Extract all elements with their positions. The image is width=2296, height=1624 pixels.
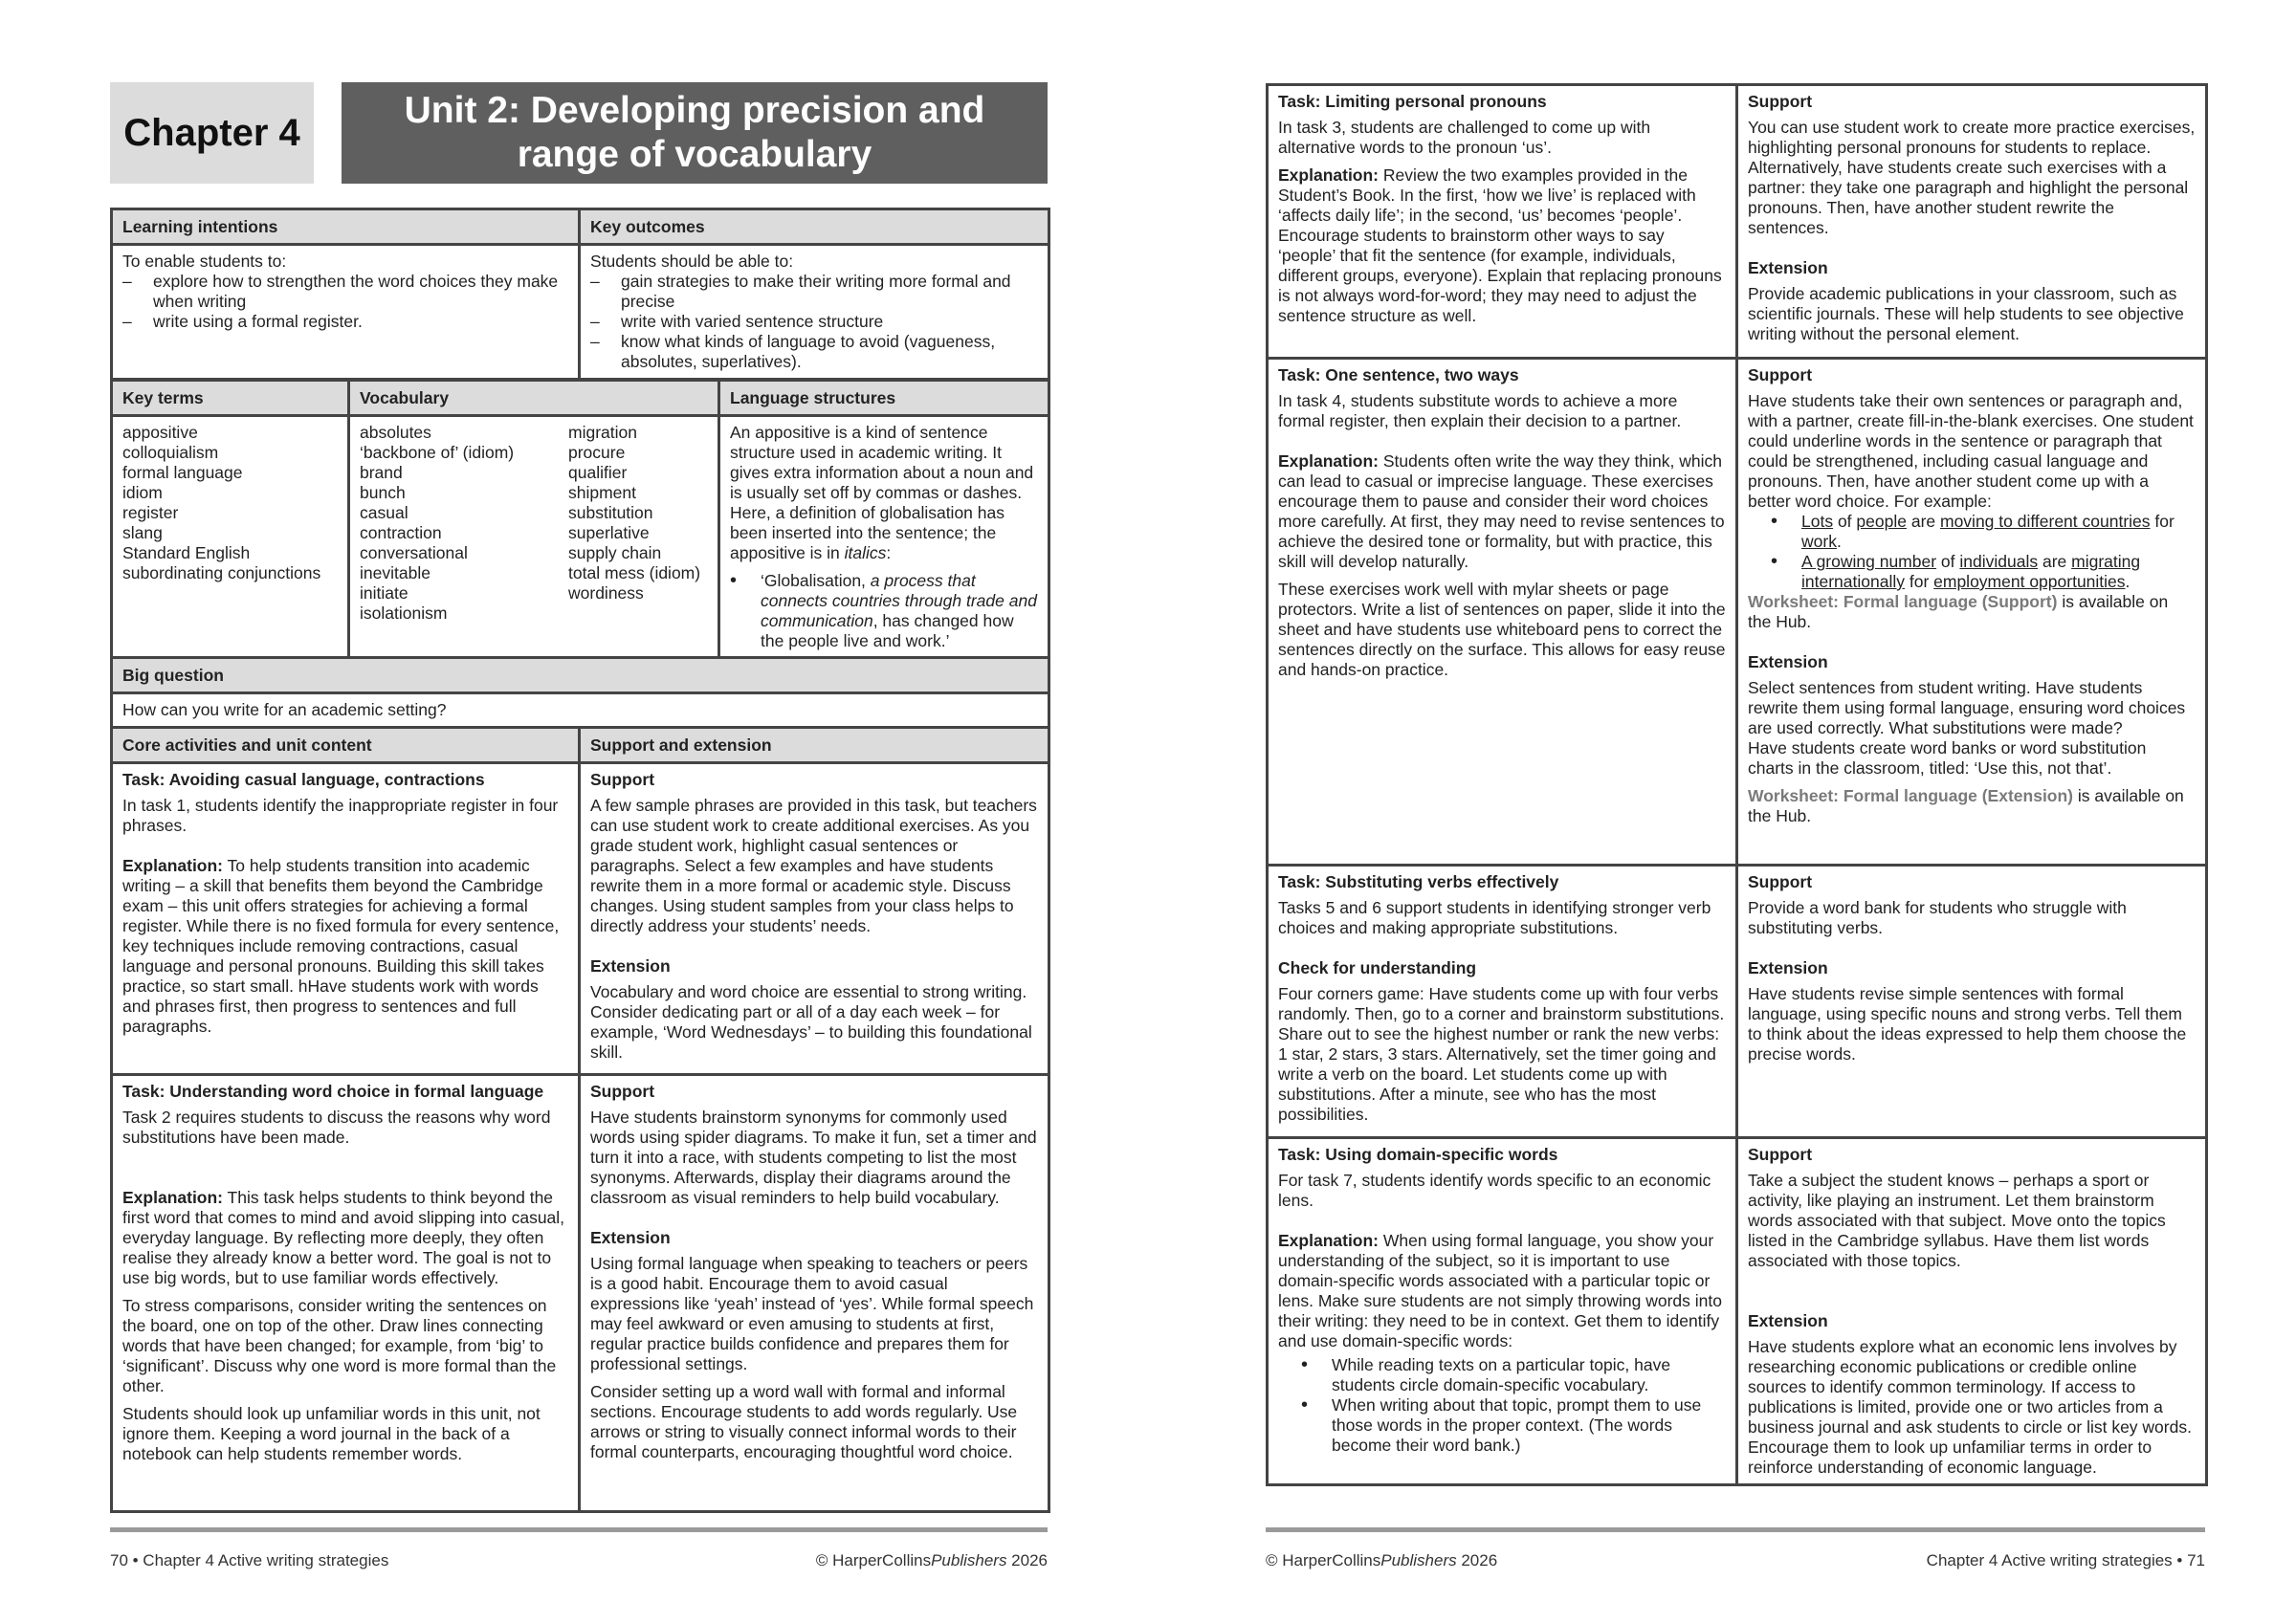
extension-label: Extension xyxy=(590,956,671,976)
support-label: Support xyxy=(1748,1145,1813,1164)
key-term: register xyxy=(122,503,179,522)
language-structures-text: An appositive is a kind of sentence structure used in academic writing. It gives extra information about a noun and is usually set off by commas or dashes. Here, a definition of globalisation has been inserted into the sentence; the appositive is in italics: xyxy=(730,423,1034,562)
support-cell xyxy=(1737,866,2207,1138)
learning-intentions-heading: Learning intentions xyxy=(112,209,580,245)
key-outcome-item: – know what kinds of language to avoid (vagueness, absolutes, superlatives). xyxy=(590,332,1038,372)
support-label: Support xyxy=(1748,365,1813,384)
bullet-item: • While reading texts on a particular topic, have students circle domain-specific vocabulary. xyxy=(1278,1355,1726,1395)
task-cell xyxy=(112,763,580,1075)
task-cell xyxy=(112,1075,580,1512)
extension-text: Have students revise simple sentences with formal language, using specific nouns and strong verbs. Tell them to think about the ideas expressed to help them choose the precise words. xyxy=(1748,984,2187,1064)
task-paragraph: Students should look up unfamiliar words in this unit, not ignore them. Keeping a word journal in the back of a notebook can help students remember words. xyxy=(122,1404,541,1463)
extension-text: Provide academic publications in your classroom, such as scientific journals. These will help students to see objective writing without the personal element. xyxy=(1748,284,2184,343)
support-text: Provide a word bank for students who struggle with substituting verbs. xyxy=(1748,898,2127,937)
support-text: Have students brainstorm synonyms for commonly used words using spider diagrams. To make it fun, set a timer and turn it into a race, with students competing to list the most synonyms. Afterwards, display their diagrams around the classroom as visual reminders to help build vocabulary. xyxy=(590,1108,1037,1207)
extension-text: Consider setting up a word wall with formal and informal sections. Encourage students to add words regularly. Use arrows or string to visually connect informal words to their formal counterparts, encouraging thoughtful word choice. xyxy=(590,1382,1018,1461)
vocab-word: migration xyxy=(568,423,637,442)
extension-text: Have students create word banks or word substitution charts in the classroom, titled: ‘Use this, not that’. xyxy=(1748,738,2147,778)
check-for-understanding-label: Check for understanding xyxy=(1278,958,1477,977)
vocab-word: contraction xyxy=(360,523,442,542)
chapter-label: Chapter 4 xyxy=(110,82,314,184)
vocab-word: bunch xyxy=(360,483,406,502)
vocabulary-cell xyxy=(349,416,719,659)
key-outcome-item: – write with varied sentence structure xyxy=(590,312,1038,332)
key-outcome-item: – gain strategies to make their writing more formal and precise xyxy=(590,272,1038,312)
big-question-text: How can you write for an academic setting? xyxy=(112,693,1049,728)
support-label: Support xyxy=(1748,92,1813,111)
task-explanation: Explanation: Review the two examples provided in the Student’s Book. In the first, ‘how we live’ is replaced with ‘affects daily life’; in the second, ‘us’ becomes ‘people’. Encourage students to brainstorm other ways to say ‘people’ that fit the sentence (for example, individuals, different groups, everyone). Explain that replacing pronouns is not always word-for-word; they may need to adjust the sentence structure as well. xyxy=(1278,165,1722,325)
task-cell xyxy=(1268,1138,1737,1485)
activities-table xyxy=(110,656,1050,1513)
task-intro: In task 4, students substitute words to achieve a more formal register, then explain their decision to a partner. xyxy=(1278,391,1682,430)
support-cell xyxy=(1737,1138,2207,1485)
vocabulary-heading: Vocabulary xyxy=(349,381,719,416)
key-terms-cell xyxy=(112,416,349,659)
key-term: appositive xyxy=(122,423,198,442)
extension-label: Extension xyxy=(1748,958,1828,977)
core-activities-heading: Core activities and unit content xyxy=(112,728,580,763)
vocab-word: initiate xyxy=(360,583,408,603)
task-title: Task: Understanding word choice in formal language xyxy=(122,1082,544,1101)
worksheet-link[interactable]: Worksheet: Formal language (Extension) is available on the Hub. xyxy=(1748,786,2184,825)
footer-divider xyxy=(110,1527,1048,1532)
bullet-item: • When writing about that topic, prompt them to use those words in the proper context. (The words become their word bank.) xyxy=(1278,1395,1726,1456)
task-explanation: Explanation: To help students transition into academic writing – a skill that benefits them beyond the Cambridge exam – this unit offers strategies for achieving a formal register. While there is no fixed formula for every sentence, key techniques include removing contractions, casual language and personal pronouns. Building this skill takes practice, so start small. hHave students work with words and phrases first, then progress to sentences and full paragraphs. xyxy=(122,856,560,1036)
vocab-word: shipment xyxy=(568,483,637,502)
support-text: A few sample phrases are provided in this task, but teachers can use student work to create additional exercises. As you grade student work, highlight casual sentences or paragraphs. Select a few examples and have students rewrite them in a more formal or academic style. Discuss changes. Using student samples from your class helps to directly address your students’ needs. xyxy=(590,796,1037,935)
vocab-word: conversational xyxy=(360,543,468,562)
footer-copyright: © HarperCollinsPublishers 2026 xyxy=(815,1551,1048,1569)
extension-text: Using formal language when speaking to teachers or peers is a good habit. Encourage them to avoid casual expressions like ‘yeah’ instead of ‘yes’. While formal speech may feel awkward or even amusing to students at first, regular practice builds confidence and prepares them for professional settings. xyxy=(590,1254,1034,1373)
vocab-word: wordiness xyxy=(568,583,644,603)
right-page xyxy=(1148,0,2296,1624)
vocab-word: isolationism xyxy=(360,604,448,623)
task-paragraph: To stress comparisons, consider writing the sentences on the board, one on top of the other. Draw lines connecting words that have been changed; for example, from ‘big’ to ‘significant’. Discuss why one word is more formal than the other. xyxy=(122,1296,557,1395)
task-intro: Task 2 requires students to discuss the reasons why word substitutions have been made. xyxy=(122,1108,551,1147)
support-cell xyxy=(1737,85,2207,359)
extension-label: Extension xyxy=(1748,258,1828,277)
learning-intentions-intro: To enable students to: xyxy=(122,252,287,271)
support-cell xyxy=(580,763,1049,1075)
support-label: Support xyxy=(590,1082,655,1101)
extension-label: Extension xyxy=(1748,1311,1828,1330)
vocab-word: brand xyxy=(360,463,403,482)
vocab-word: total mess (idiom) xyxy=(568,563,701,582)
task-title: Task: Avoiding casual language, contractions xyxy=(122,770,485,789)
key-outcomes-heading: Key outcomes xyxy=(580,209,1049,245)
vocab-word: inevitable xyxy=(360,563,430,582)
example-sentence: • A growing number of individuals are migrating internationally for employment opportunities. xyxy=(1748,552,2196,592)
task-title: Task: Using domain-specific words xyxy=(1278,1145,1558,1164)
vocab-word: absolutes xyxy=(360,423,431,442)
task-title: Task: Substituting verbs effectively xyxy=(1278,872,1559,891)
appositive-example: • ‘Globalisation, a process that connects countries through trade and communication, has changed how the people live and work.’ xyxy=(707,571,1038,651)
support-text: You can use student work to create more practice exercises, highlighting personal pronouns for students to replace. Alternatively, have students create such exercises with a partner: they take one paragraph and highlight the personal pronouns. Then, have another student rewrite the sentences. xyxy=(1748,118,2196,237)
task-cell xyxy=(1268,85,1737,359)
big-question-heading: Big question xyxy=(112,658,1049,693)
terms-table xyxy=(110,379,1050,660)
unit-title: Unit 2: Developing precision and range of vocabulary xyxy=(342,82,1048,184)
key-outcomes-intro: Students should be able to: xyxy=(590,252,794,271)
vocab-word: substitution xyxy=(568,503,653,522)
task-cell xyxy=(1268,866,1737,1138)
task-title: Task: One sentence, two ways xyxy=(1278,365,1519,384)
key-term: subordinating conjunctions xyxy=(122,563,321,582)
footer-page-chapter: Chapter 4 Active writing strategies • 71 xyxy=(1926,1551,2205,1569)
vocab-word: procure xyxy=(568,443,626,462)
task-intro: Tasks 5 and 6 support students in identifying stronger verb choices and making appropriate substitutions. xyxy=(1278,898,1711,937)
intentions-table xyxy=(110,208,1050,381)
vocab-word: superlative xyxy=(568,523,650,542)
learning-intention-item: – explore how to strengthen the word choices they make when writing xyxy=(122,272,568,312)
language-structures-cell xyxy=(719,416,1049,659)
worksheet-link[interactable]: Worksheet: Formal language (Support) is available on the Hub. xyxy=(1748,592,2169,631)
vocab-word: supply chain xyxy=(568,543,662,562)
key-term: formal language xyxy=(122,463,243,482)
task-intro: For task 7, students identify words specific to an economic lens. xyxy=(1278,1171,1711,1210)
key-term: slang xyxy=(122,523,163,542)
language-structures-heading: Language structures xyxy=(719,381,1049,416)
support-cell xyxy=(580,1075,1049,1512)
support-label: Support xyxy=(1748,872,1813,891)
vocab-word: casual xyxy=(360,503,408,522)
task-intro: In task 1, students identify the inappropriate register in four phrases. xyxy=(122,796,559,835)
task-paragraph: These exercises work well with mylar sheets or page protectors. Write a list of sentences on paper, slide it into the sheet and have students use whiteboard pens to correct the sentences directly on the surface. This allows for easy reuse and hands-on practice. xyxy=(1278,580,1726,679)
support-text: Have students take their own sentences or paragraph and, with a partner, create fill-in-the-blank exercises. One student could underline words in the sentence or paragraph that could be strengthened, including casual language and pronouns. Then, have another student come up with a better word choice. For example: xyxy=(1748,391,2194,511)
key-term: colloquialism xyxy=(122,443,219,462)
learning-intentions-cell xyxy=(112,245,580,380)
support-label: Support xyxy=(590,770,655,789)
vocabulary-column-2 xyxy=(568,423,708,624)
task-explanation: Explanation: Students often write the way they think, which can lead to casual or imprecise language. These exercises encourage them to pause and consider their word choices more carefully. At first, they may need to revise sentences to achieve the desired tone or formality, but with practice, this skill will develop naturally. xyxy=(1278,451,1725,571)
extension-label: Extension xyxy=(1748,652,1828,671)
support-text: Take a subject the student knows – perhaps a sport or activity, like playing an instrument. Let them brainstorm words associated with that subject. Move onto the topics listed in the Cambridge syllabus. Have them list words associated with those topics. xyxy=(1748,1171,2166,1270)
key-outcomes-cell xyxy=(580,245,1049,380)
key-term: idiom xyxy=(122,483,163,502)
extension-text: Have students explore what an economic lens involves by researching economic publications or credible online sources to identify common terminology. If access to publications is limited, provide one or two articles from a business journal and ask students to circle or list key words. Encourage them to look up unfamiliar terms in order to reinforce understanding of economic language. xyxy=(1748,1337,2192,1477)
vocabulary-column-1 xyxy=(360,423,568,624)
task-title: Task: Limiting personal pronouns xyxy=(1278,92,1547,111)
task-explanation: Explanation: This task helps students to think beyond the first word that comes to mind and avoid slipping into casual, everyday language. By reflecting more deeply, they often realise they already know a better word. The goal is not to use big words, but to use familiar words effectively. xyxy=(122,1188,565,1287)
learning-intention-item: – write using a formal register. xyxy=(122,312,568,332)
task-cell xyxy=(1268,359,1737,866)
footer-copyright: © HarperCollinsPublishers 2026 xyxy=(1266,1551,1498,1569)
task-intro: In task 3, students are challenged to come up with alternative words to the pronoun ‘us’. xyxy=(1278,118,1651,157)
extension-label: Extension xyxy=(590,1228,671,1247)
activities-table-continued xyxy=(1266,83,2208,1486)
footer-page-chapter: 70 • Chapter 4 Active writing strategies xyxy=(110,1551,389,1569)
key-term: Standard English xyxy=(122,543,251,562)
task-explanation: Explanation: When using formal language, you show your understanding of the subject, so it is important to use domain-specific words associated with a particular topic or lens. Make sure students are not simply throwing words into their writing: they need to be in context. Get them to identify and use domain-specific words: xyxy=(1278,1231,1722,1350)
vocab-word: qualifier xyxy=(568,463,628,482)
extension-text: Select sentences from student writing. Have students rewrite them using formal language, ensuring word choices are used correctly. What substitutions were made? xyxy=(1748,678,2186,737)
extension-text: Vocabulary and word choice are essential to strong writing. Consider dedicating part or all of a day each week – for example, ‘Word Wednesdays’ – to building this foundational skill. xyxy=(590,982,1032,1062)
key-terms-heading: Key terms xyxy=(112,381,349,416)
example-sentence: • Lots of people are moving to different countries for work. xyxy=(1748,512,2196,552)
support-extension-heading: Support and extension xyxy=(580,728,1049,763)
check-for-understanding-text: Four corners game: Have students come up with four verbs randomly. Then, go to a corner and brainstorm substitutions. Share out to see the highest number or rank the new verbs: 1 star, 2 stars, 3 stars. Alternatively, set the timer going and write a verb on the board. Let students come up with substitutions. After a minute, see who has the most possibilities. xyxy=(1278,984,1725,1124)
support-cell xyxy=(1737,359,2207,866)
footer-divider xyxy=(1266,1527,2205,1532)
vocab-word: ‘backbone of’ (idiom) xyxy=(360,443,515,462)
